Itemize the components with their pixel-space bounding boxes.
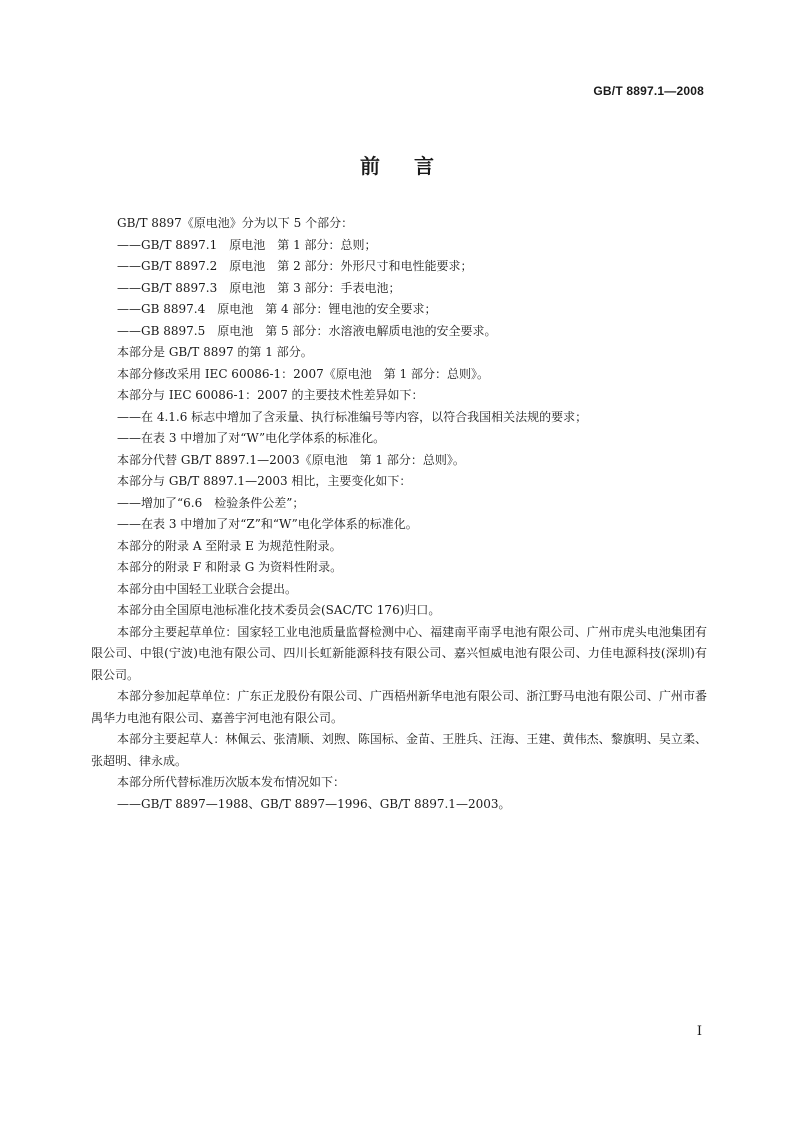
list-item: ——GB/T 8897.3 原电池 第 3 部分：手表电池； — [117, 280, 401, 295]
list-item: ——GB/T 8897—1988、GB/T 8897—1996、GB/T 8897.1—2003。 — [117, 796, 511, 811]
list-item: ——增加了“6.6 检验条件公差”； — [117, 495, 305, 510]
text-line: 本部分所代替标准历次版本发布情况如下： — [117, 775, 346, 789]
list-item: ——在 4.1.6 标志中增加了含汞量、执行标准编号等内容，以符合我国相关法规的要求； — [117, 409, 588, 424]
text-line: 本部分与 GB/T 8897.1—2003 相比，主要变化如下： — [117, 474, 412, 488]
text-line: 本部分的附录 F 和附录 G 为资料性附录。 — [117, 560, 343, 574]
text-line: 本部分由全国原电池标准化技术委员会(SAC/TC 176)归口。 — [117, 603, 441, 617]
foreword-body — [91, 213, 707, 815]
text-line: 本部分与 IEC 60086-1：2007 的主要技术性差异如下： — [117, 388, 424, 402]
list-item: ——GB/T 8897.1 原电池 第 1 部分：总则； — [117, 237, 377, 252]
list-item: ——GB/T 8897.2 原电池 第 2 部分：外形尺寸和电性能要求； — [117, 259, 473, 273]
standard-number-header: GB/T 8897.1—2008 — [593, 84, 704, 98]
list-item: ——在表 3 中增加了对“Z”和“W”电化学体系的标准化。 — [117, 517, 418, 531]
list-item: ——GB 8897.5 原电池 第 5 部分：水溶液电解质电池的安全要求。 — [117, 323, 497, 338]
text-line: 本部分代替 GB/T 8897.1—2003《原电池 第 1 部分：总则》。 — [117, 452, 465, 467]
text-line: 本部分的附录 A 至附录 E 为规范性附录。 — [117, 538, 342, 553]
text-line: 本部分修改采用 IEC 60086-1：2007《原电池 第 1 部分：总则》。 — [117, 366, 489, 381]
drafting-units-paragraph: 本部分主要起草单位：国家轻工业电池质量监督检测中心、福建南平南孚电池有限公司、广州市虎头电池集团有限公司、中银(宁波)电池有限公司、四川长虹新能源科技有限公司、嘉兴恒威电池有限公司、力佳电源科技(深圳)有限公司。 — [91, 624, 707, 682]
text-line: 本部分是 GB/T 8897 的第 1 部分。 — [117, 345, 313, 359]
text-line: GB/T 8897《原电池》分为以下 5 个部分： — [117, 216, 354, 230]
text-line: 本部分由中国轻工业联合会提出。 — [117, 581, 298, 596]
list-item: ——在表 3 中增加了对“W”电化学体系的标准化。 — [117, 431, 386, 445]
page-number: I — [696, 1024, 702, 1039]
participating-units-paragraph: 本部分参加起草单位：广东正龙股份有限公司、广西梧州新华电池有限公司、浙江野马电池有限公司、广州市番禺华力电池有限公司、嘉善宇河电池有限公司。 — [91, 689, 707, 725]
drafters-paragraph: 本部分主要起草人：林佩云、张清顺、刘煦、陈国标、金苗、王胜兵、汪海、王建、黄伟杰、黎旗明、吴立柔、张超明、律永成。 — [91, 732, 707, 768]
page-title: 前言 — [360, 154, 468, 178]
list-item: ——GB 8897.4 原电池 第 4 部分：锂电池的安全要求； — [117, 302, 437, 316]
